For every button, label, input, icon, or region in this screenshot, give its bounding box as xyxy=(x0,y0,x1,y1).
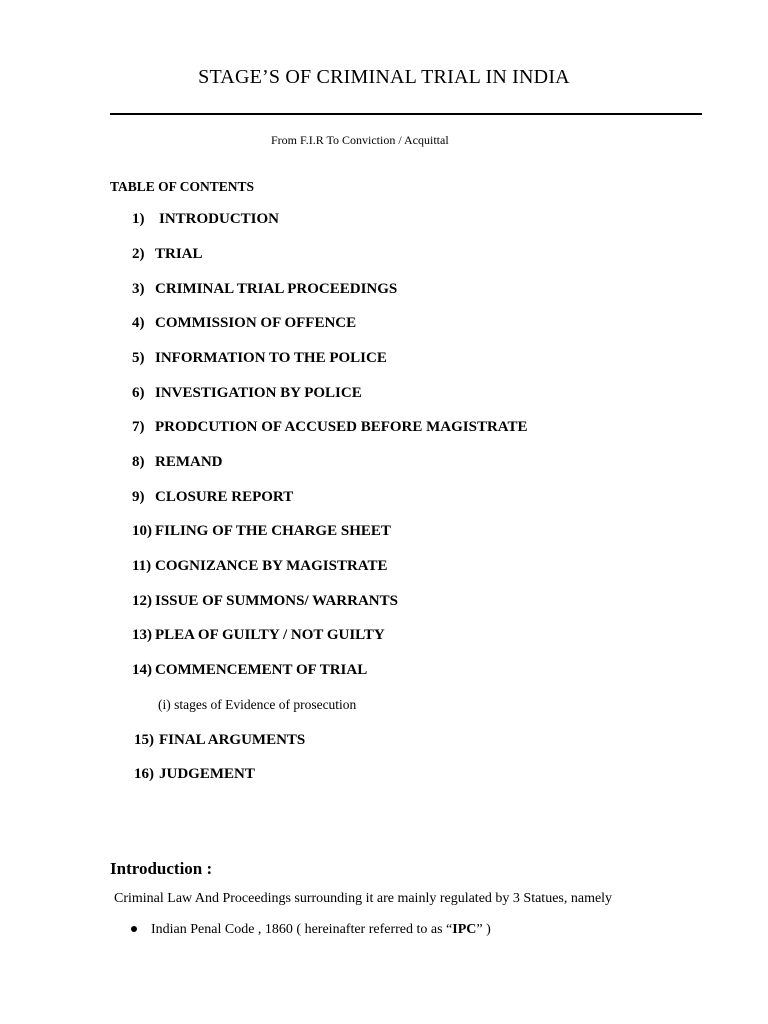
toc-item-number: 9) xyxy=(132,489,145,505)
toc-item-label: REMAND xyxy=(155,454,223,470)
toc-item xyxy=(132,419,528,436)
toc-item-label: JUDGEMENT xyxy=(159,766,255,782)
toc-item-number: 6) xyxy=(132,385,145,401)
toc-item xyxy=(132,211,279,228)
toc-item-label: ISSUE OF SUMMONS/ WARRANTS xyxy=(155,593,398,609)
toc-item-label: FILING OF THE CHARGE SHEET xyxy=(155,523,391,539)
toc-item-label: TRIAL xyxy=(155,246,203,262)
toc-item-label: COGNIZANCE BY MAGISTRATE xyxy=(155,558,388,574)
toc-item xyxy=(132,593,398,610)
introduction-paragraph: Criminal Law And Proceedings surrounding it are mainly regulated by 3 Statues, namely xyxy=(114,891,613,906)
toc-item-number: 14) xyxy=(132,662,152,678)
toc-item-label: PLEA OF GUILTY / NOT GUILTY xyxy=(155,627,385,643)
document-subtitle: From F.I.R To Conviction / Acquittal xyxy=(271,133,449,147)
bullet-item xyxy=(131,922,491,938)
toc-subitem: (i) stages of Evidence of prosecution xyxy=(158,697,357,712)
bullet-text-after: ” ) xyxy=(476,922,491,937)
toc-item-label: CRIMINAL TRIAL PROCEEDINGS xyxy=(155,281,398,297)
toc-item xyxy=(132,315,356,332)
toc-item xyxy=(132,385,362,402)
toc-item-label: INFORMATION TO THE POLICE xyxy=(155,350,387,366)
bullet-text-before: Indian Penal Code , 1860 ( hereinafter referred to as “ xyxy=(151,922,453,937)
toc-item-number: 7) xyxy=(132,419,145,435)
toc-item-number: 11) xyxy=(132,558,152,574)
toc-item-number: 1) xyxy=(132,211,145,227)
toc-heading: TABLE OF CONTENTS xyxy=(110,179,255,194)
toc-item xyxy=(132,523,391,540)
toc-item xyxy=(132,246,203,263)
toc-item xyxy=(132,558,388,575)
toc-item-number: 13) xyxy=(132,627,152,643)
toc-item xyxy=(132,281,397,298)
toc-item xyxy=(134,732,305,749)
document-title: STAGE’S OF CRIMINAL TRIAL IN INDIA xyxy=(198,66,570,88)
toc-item-label: FINAL ARGUMENTS xyxy=(159,732,306,748)
toc-item-number: 2) xyxy=(132,246,145,262)
toc-item-label: COMMENCEMENT OF TRIAL xyxy=(155,662,368,678)
toc-item-number: 15) xyxy=(134,732,154,748)
toc-item-number: 4) xyxy=(132,315,145,331)
toc-item xyxy=(132,454,223,471)
toc-item xyxy=(134,766,255,783)
toc-item-label: CLOSURE REPORT xyxy=(155,489,294,505)
toc-item-number: 16) xyxy=(134,766,154,782)
toc-item-number: 12) xyxy=(132,593,152,609)
toc-item xyxy=(132,627,385,644)
toc-item-label: INVESTIGATION BY POLICE xyxy=(155,385,362,401)
toc-item-label: INTRODUCTION xyxy=(159,211,280,227)
toc-item xyxy=(132,350,387,367)
toc-item-label: PRODCUTION OF ACCUSED BEFORE MAGISTRATE xyxy=(155,419,528,435)
toc-item-number: 8) xyxy=(132,454,145,470)
toc-item xyxy=(132,489,293,506)
title-underline xyxy=(110,113,702,115)
toc-item-number: 5) xyxy=(132,350,145,366)
bullet-text-bold: IPC xyxy=(452,922,477,937)
introduction-heading: Introduction : xyxy=(110,859,213,878)
toc-item xyxy=(132,662,367,679)
toc-item-number: 10) xyxy=(132,523,152,539)
bullet-icon xyxy=(131,926,137,932)
toc-item-number: 3) xyxy=(132,281,145,297)
toc-item-label: COMMISSION OF OFFENCE xyxy=(155,315,357,331)
